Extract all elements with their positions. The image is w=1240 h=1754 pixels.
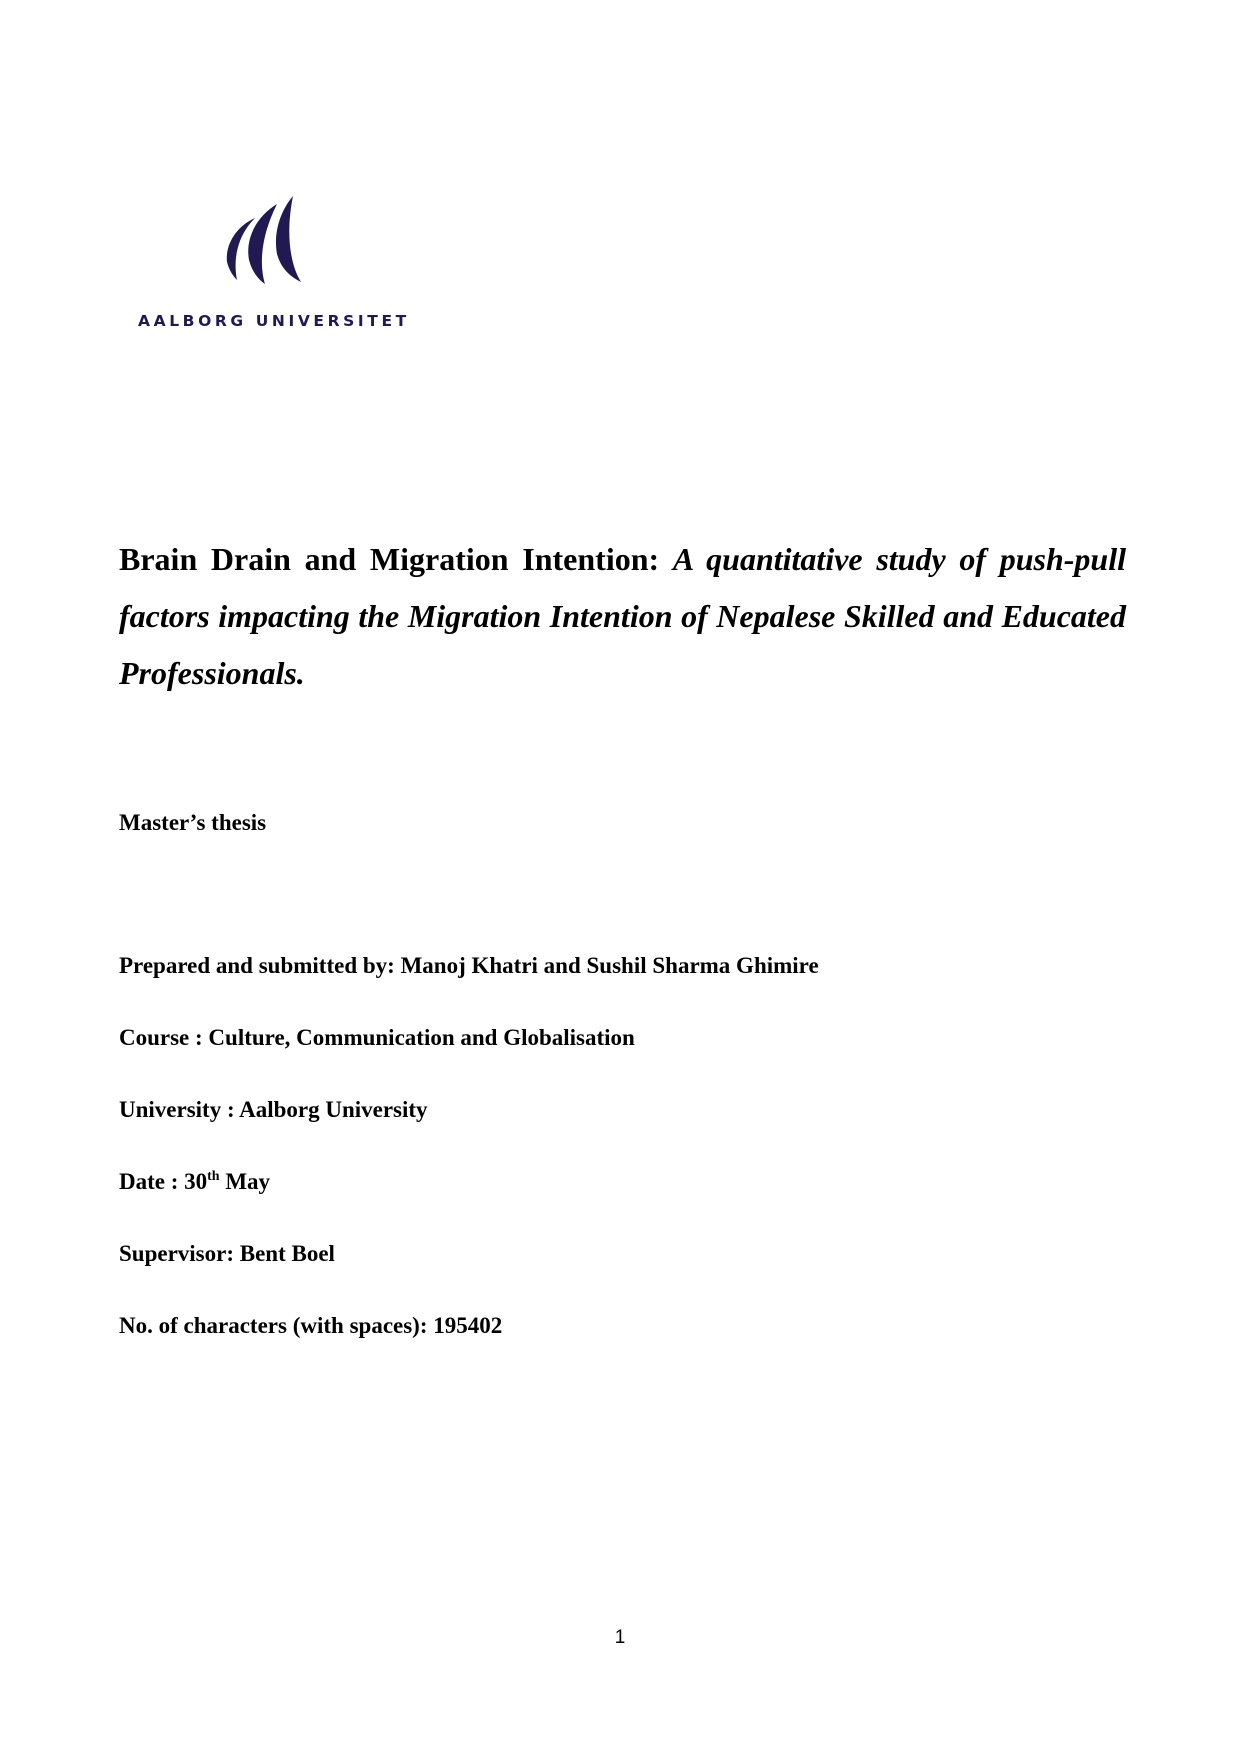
supervisor: Supervisor: Bent Boel (119, 1241, 335, 1266)
date-suffix: May (219, 1169, 271, 1194)
submission-date (119, 1169, 270, 1195)
university-wordmark: AALBORG UNIVERSITET (138, 312, 410, 330)
title-subtitle: A quantitative study of push-pull factors impacting the Migration Intention of Nepalese Skilled and Educated Professionals. (119, 541, 1127, 691)
character-count: No. of characters (with spaces): 195402 (119, 1313, 503, 1338)
page-number: 1 (614, 1627, 626, 1648)
prepared-by: Prepared and submitted by: Manoj Khatri and Sushil Sharma Ghimire (119, 953, 819, 978)
thesis-title (119, 531, 1126, 702)
thesis-type: Master’s thesis (119, 810, 267, 835)
date-superscript: th (207, 1169, 220, 1184)
university-logo (137, 196, 410, 336)
aalborg-waves-icon (215, 196, 303, 286)
course: Course : Culture, Communication and Globalisation (119, 1025, 635, 1050)
date-prefix: Date : 30 (119, 1169, 208, 1194)
university: University : Aalborg University (119, 1097, 428, 1122)
title-main: Brain Drain and Migration Intention: (119, 541, 660, 577)
